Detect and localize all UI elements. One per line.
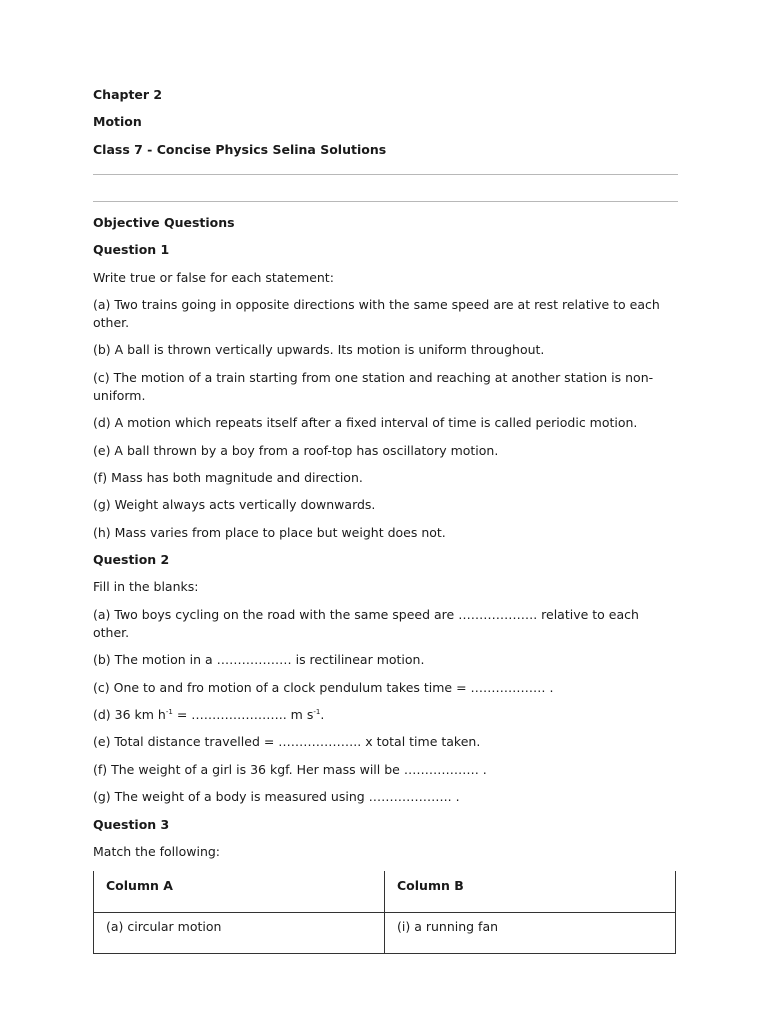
question-2-title: Question 2 xyxy=(93,552,170,568)
statement-f: (f) Mass has both magnitude and direction. xyxy=(93,469,363,485)
question-2-prompt: Fill in the blanks: xyxy=(93,579,199,595)
table-row xyxy=(94,912,676,953)
blank-f: (f) The weight of a girl is 36 kgf. Her mass will be ……………… . xyxy=(93,761,487,777)
divider-top xyxy=(93,174,678,175)
statement-b: (b) A ball is thrown vertically upwards. Its motion is uniform throughout. xyxy=(93,342,545,358)
blank-d-suffix: . xyxy=(320,707,325,723)
blank-g: (g) The weight of a body is measured using ……………….. . xyxy=(93,789,460,805)
statement-e: (e) A ball thrown by a boy from a roof-top has oscillatory motion. xyxy=(93,442,499,458)
blank-e: (e) Total distance travelled = ……………….. x total time taken. xyxy=(93,734,481,750)
statement-d: (d) A motion which repeats itself after a fixed interval of time is called periodic motion. xyxy=(93,415,638,431)
divider-bottom xyxy=(93,201,678,202)
blank-d-middle: = ………………….. m s xyxy=(172,707,314,723)
match-table xyxy=(93,871,676,954)
blank-d-exponent-1: -1 xyxy=(165,708,173,717)
table-cell-a: (a) circular motion xyxy=(94,912,385,953)
document-header xyxy=(93,86,678,159)
blank-a: (a) Two boys cycling on the road with the same speed are ………………. relative to each other. xyxy=(93,606,639,640)
blank-d-exponent-2: -1 xyxy=(313,708,321,717)
statement-c: (c) The motion of a train starting from one station and reaching at another station is non-uniform. xyxy=(93,369,654,403)
section-title: Objective Questions xyxy=(93,214,235,230)
question-3 xyxy=(93,816,678,954)
book-title: Class 7 - Concise Physics Selina Solutions xyxy=(93,141,387,157)
table-header-row xyxy=(94,871,676,913)
question-1-title: Question 1 xyxy=(93,242,170,258)
blank-d xyxy=(93,706,678,724)
blank-d-prefix: (d) 36 km h xyxy=(93,707,166,723)
chapter-label: Chapter 2 xyxy=(93,87,163,102)
statement-a: (a) Two trains going in opposite directions with the same speed are at rest relative to each other. xyxy=(93,296,660,330)
table-cell-b: (i) a running fan xyxy=(385,912,676,953)
topic-title: Motion xyxy=(93,114,142,130)
column-a-header: Column A xyxy=(94,871,385,913)
question-3-title: Question 3 xyxy=(93,816,170,832)
document-content xyxy=(93,86,678,954)
question-1-prompt: Write true or false for each statement: xyxy=(93,269,334,285)
blank-c: (c) One to and fro motion of a clock pendulum takes time = ……………… . xyxy=(93,679,554,695)
column-b-header: Column B xyxy=(385,871,676,913)
question-1 xyxy=(93,241,678,542)
question-2 xyxy=(93,551,678,806)
statement-h: (h) Mass varies from place to place but weight does not. xyxy=(93,524,446,540)
statement-g: (g) Weight always acts vertically downwards. xyxy=(93,497,376,513)
question-3-prompt: Match the following: xyxy=(93,843,221,859)
blank-b: (b) The motion in a ……………… is rectilinear motion. xyxy=(93,652,425,668)
